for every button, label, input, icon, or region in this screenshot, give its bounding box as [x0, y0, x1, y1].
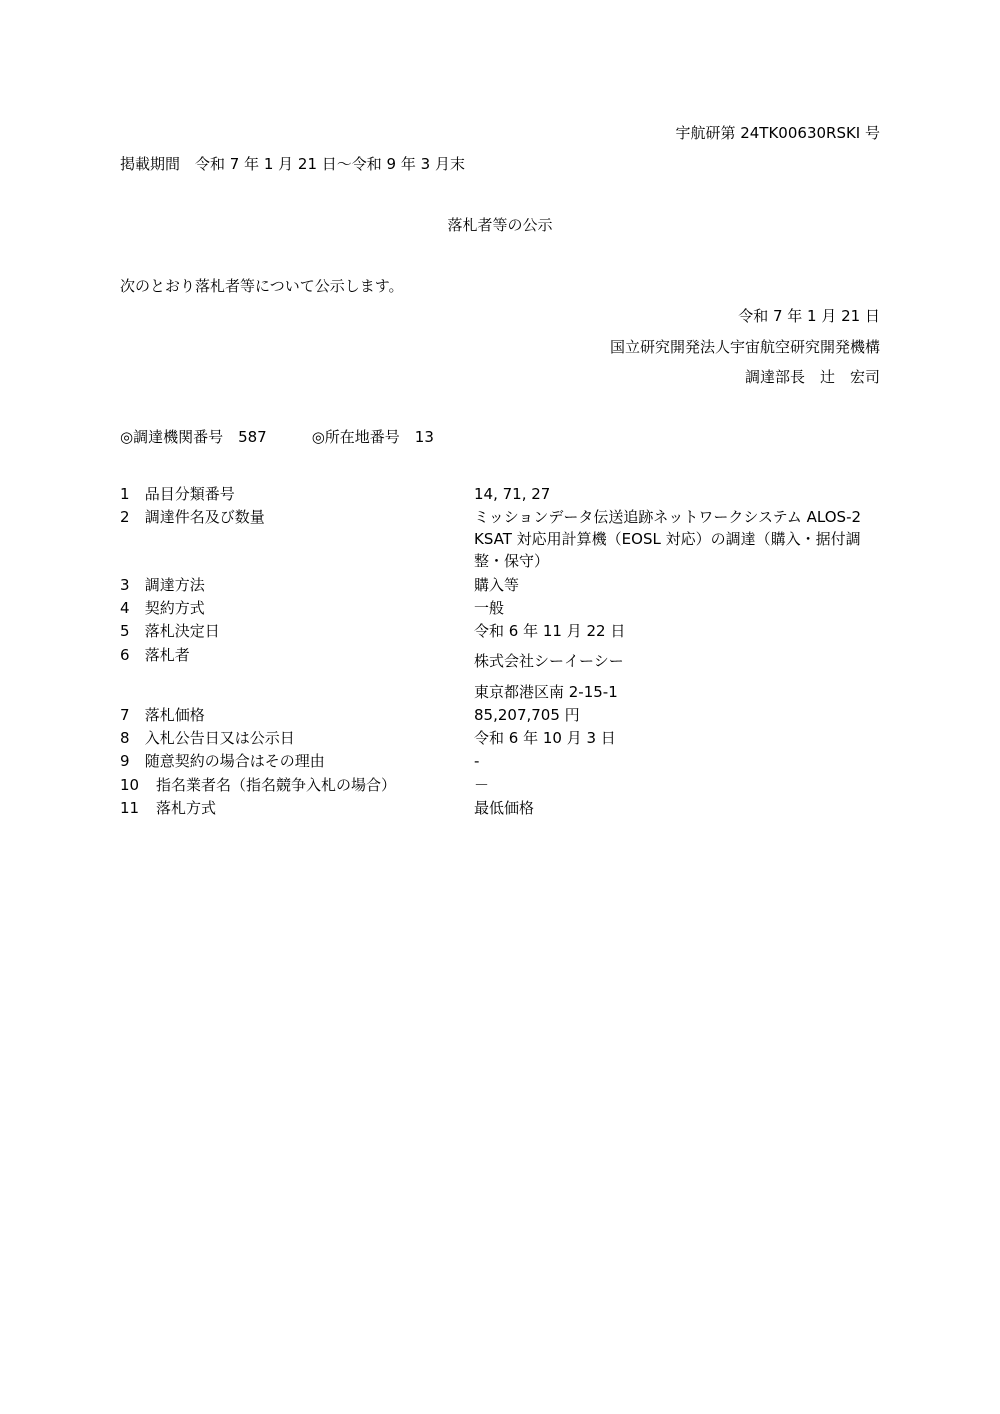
intro-text: 次のとおり落札者等について公示します。: [120, 277, 404, 295]
item-label: 落札価格: [144, 706, 205, 724]
item-value-address: 東京都港区南 2-15-1: [474, 683, 618, 701]
item-value: 最低価格: [474, 799, 535, 817]
item-number: 9: [120, 752, 130, 770]
item-value: －: [474, 776, 490, 794]
item-number: 10: [120, 776, 140, 794]
item-value: 14, 71, 27: [474, 485, 551, 503]
item-label: 品目分類番号: [144, 485, 235, 503]
item-label: 落札決定日: [144, 622, 220, 640]
document-number: 宇航研第 24TK00630RSKI 号: [675, 124, 880, 142]
item-label: 調達件名及び数量: [144, 508, 265, 526]
item-number: 2: [120, 508, 130, 526]
item-value: -: [474, 752, 480, 770]
item-number: 4: [120, 599, 130, 617]
item-number: 1: [120, 485, 130, 503]
item-label: 落札者: [144, 646, 190, 664]
organization-name: 国立研究開発法人宇宙航空研究開発機構: [609, 338, 880, 356]
posting-period: 掲載期間 令和 7 年 1 月 21 日～令和 9 年 3 月末: [120, 155, 465, 173]
item-number: 8: [120, 729, 130, 747]
notice-date: 令和 7 年 1 月 21 日: [738, 307, 880, 325]
item-number: 7: [120, 706, 130, 724]
item-value: 令和 6 年 11 月 22 日: [474, 622, 626, 640]
agency-code-line: ◎調達機関番号 587 ◎所在地番号 13: [120, 428, 434, 446]
item-value: 購入等: [474, 576, 520, 594]
item-label: 調達方法: [144, 576, 205, 594]
item-number: 11: [120, 799, 140, 817]
item-value: ミッションデータ伝送追跡ネットワークシステム ALOS-2 KSAT 対応用計算機（EOSL 対応）の調達（購入・据付調整・保守）: [474, 508, 862, 570]
item-label: 随意契約の場合はその理由: [144, 752, 325, 770]
item-value: 85,207,705 円: [474, 706, 580, 724]
item-number: 5: [120, 622, 130, 640]
item-label: 落札方式: [156, 799, 217, 817]
item-number: 3: [120, 576, 130, 594]
page-title: 落札者等の公示: [447, 216, 553, 234]
item-label: 指名業者名（指名競争入札の場合）: [156, 776, 397, 794]
signatory: 調達部長 辻 宏司: [744, 368, 880, 386]
item-label: 契約方式: [144, 599, 205, 617]
item-value: 一般: [474, 599, 505, 617]
item-value: 令和 6 年 10 月 3 日: [474, 729, 616, 747]
item-number: 6: [120, 646, 130, 664]
item-value: 株式会社シーイーシー: [474, 652, 624, 670]
item-label: 入札公告日又は公示日: [144, 729, 295, 747]
